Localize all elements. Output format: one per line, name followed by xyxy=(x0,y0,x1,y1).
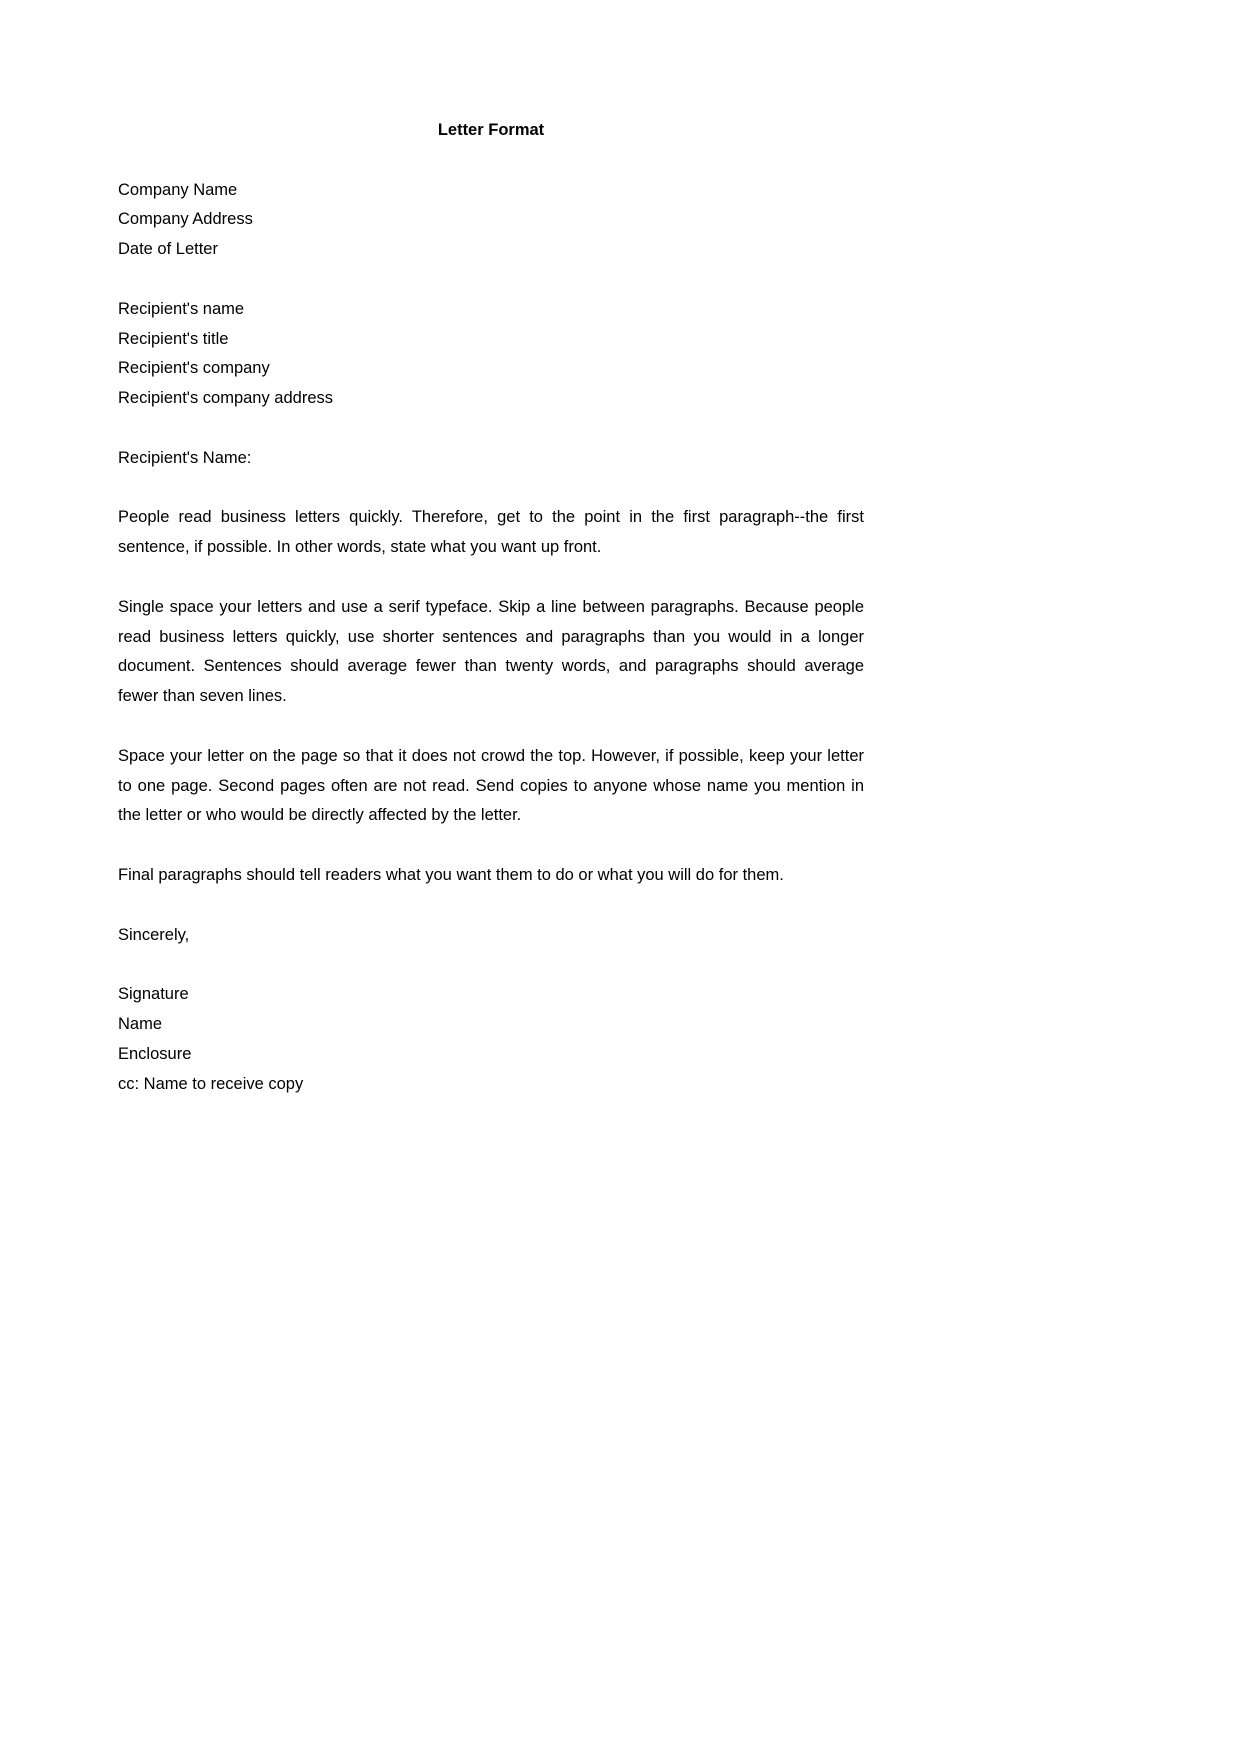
spacer xyxy=(118,474,864,504)
recipient-company-address: Recipient's company address xyxy=(118,389,334,408)
cc-line: cc: Name to receive copy xyxy=(118,1074,304,1093)
sender-block xyxy=(118,176,864,265)
spacer xyxy=(118,146,864,176)
body-paragraph-3: Space your letter on the page so that it does not crowd the top. However, if possible, keep your letter to one page. Second pages often are not read. Send copies to anyone whose name you mention in the letter or who would be directly affected by the letter. xyxy=(118,746,864,825)
sender-company-address: Company Address xyxy=(118,210,253,229)
spacer xyxy=(118,265,864,295)
sender-company-name: Company Name xyxy=(118,180,238,199)
letter-body xyxy=(118,116,864,1099)
signer-name: Name xyxy=(118,1014,163,1033)
spacer xyxy=(118,563,864,593)
letter-date: Date of Letter xyxy=(118,240,218,259)
signature-line: Signature xyxy=(118,985,189,1004)
recipient-title: Recipient's title xyxy=(118,329,229,348)
recipient-company: Recipient's company xyxy=(118,359,270,378)
body-paragraph-4: Final paragraphs should tell readers what you want them to do or what you will do for them. xyxy=(118,865,784,884)
signature-block xyxy=(118,980,864,1099)
recipient-name: Recipient's name xyxy=(118,299,245,318)
body-paragraph-2: Single space your letters and use a serif typeface. Skip a line between paragraphs. Because people read business letters quickly, use shorter sentences and paragraphs than you would in a longer document. Sentences should average fewer than twenty words, and paragraphs should average fewer than seven lines. xyxy=(118,597,864,706)
document-title: Letter Format xyxy=(437,121,545,139)
enclosure-line: Enclosure xyxy=(118,1044,192,1063)
spacer xyxy=(118,831,864,861)
body-paragraph-1: People read business letters quickly. Therefore, get to the point in the first paragraph--the first sentence, if possible. In other words, state what you want up front. xyxy=(118,508,864,557)
recipient-block xyxy=(118,295,864,414)
closing: Sincerely, xyxy=(118,925,190,944)
salutation: Recipient's Name: xyxy=(118,448,252,467)
spacer xyxy=(118,414,864,444)
spacer xyxy=(118,712,864,742)
spacer xyxy=(118,891,864,921)
spacer xyxy=(118,950,864,980)
